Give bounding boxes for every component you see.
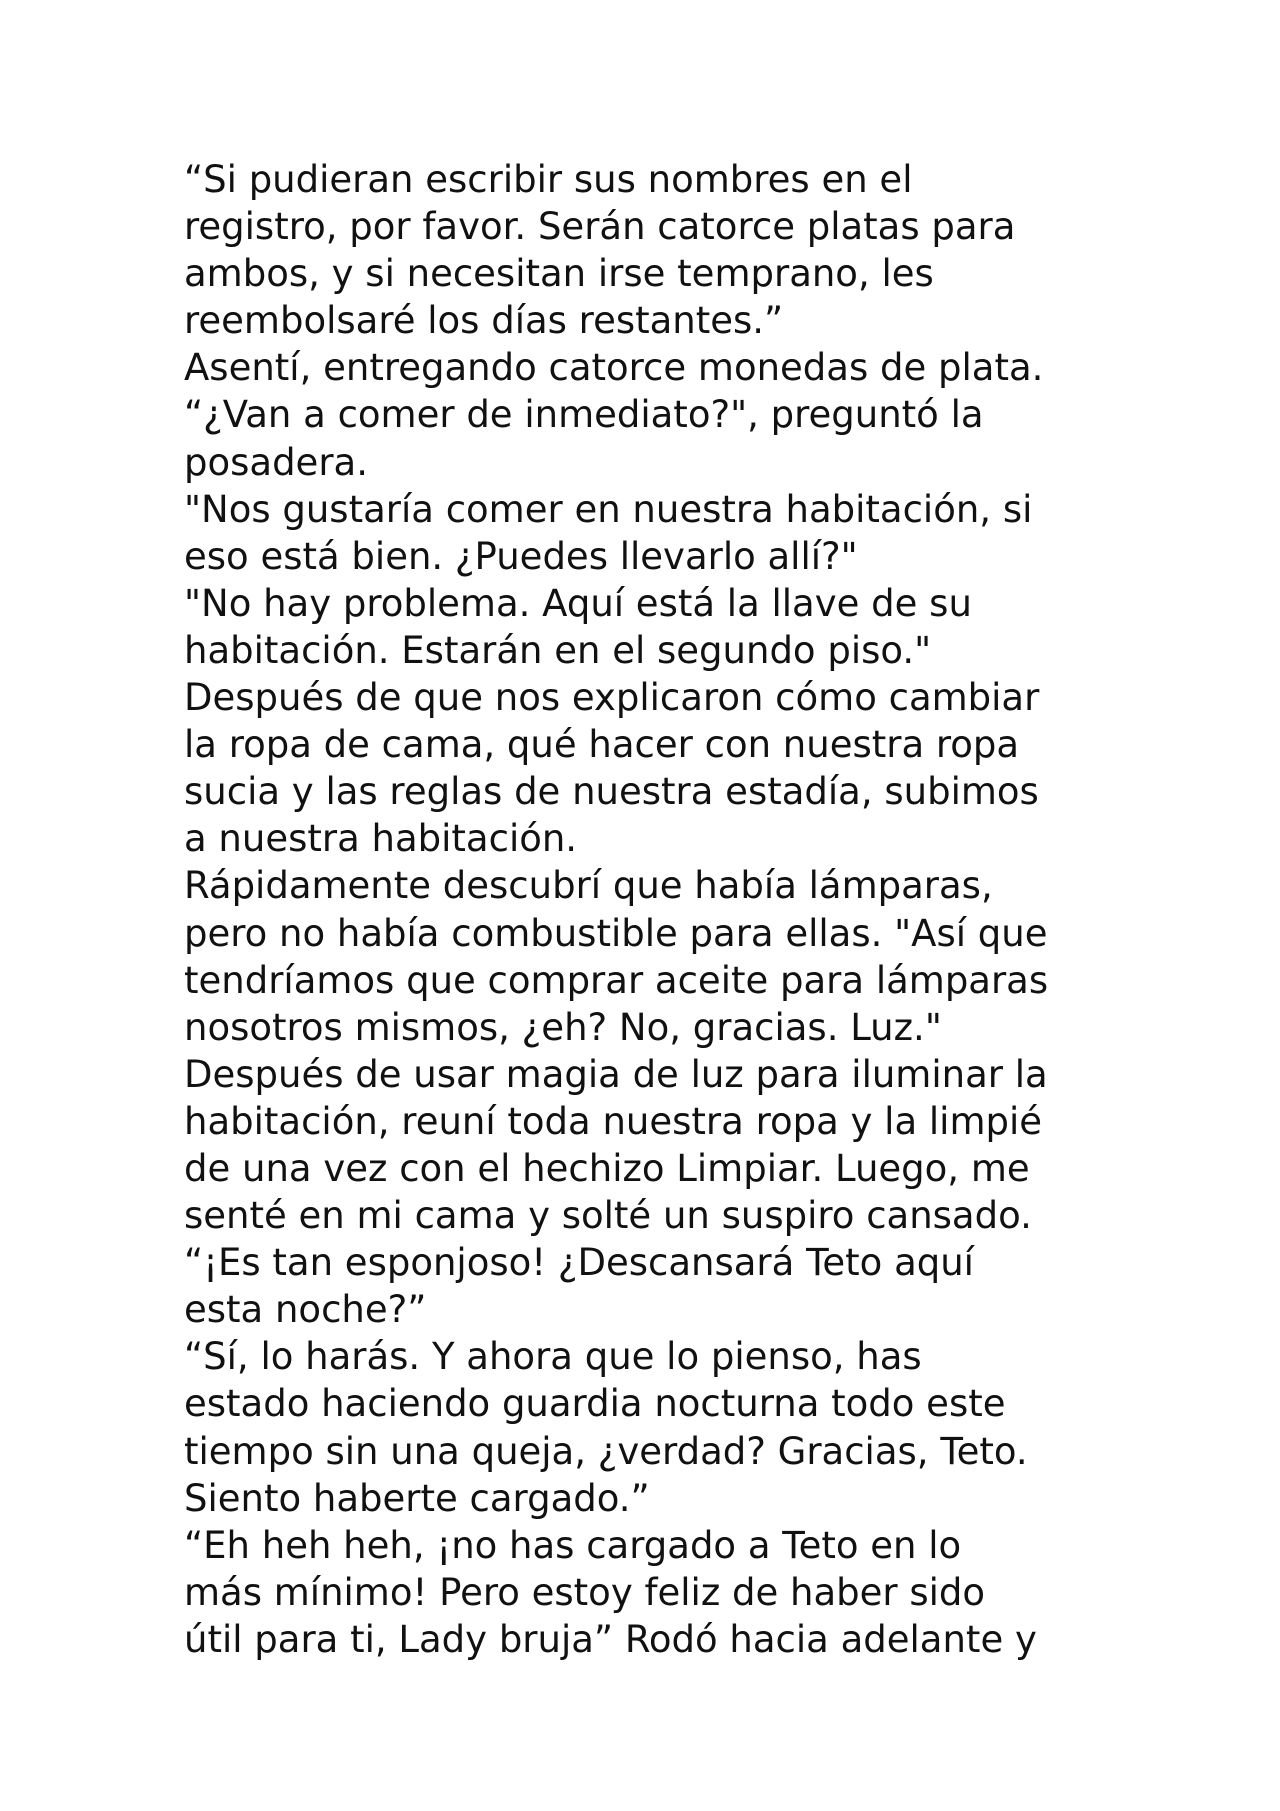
- text-line: eso está bien. ¿Puedes llevarlo allí?": [184, 534, 858, 578]
- text-line: esta noche?”: [184, 1288, 427, 1332]
- text-line: Después de usar magia de luz para iluminar la: [184, 1052, 1048, 1096]
- text-line: “Si pudieran escribir sus nombres en el: [184, 158, 913, 201]
- text-line: pero no había combustible para ellas. "Así que: [184, 911, 1048, 955]
- text-line: tiempo sin una queja, ¿verdad? Gracias, Teto.: [184, 1429, 1028, 1473]
- text-line: ambos, y si necesitan irse temprano, les: [184, 252, 934, 296]
- text-line: Rápidamente descubrí que había lámparas,: [184, 864, 993, 908]
- text-line: “Eh heh heh, ¡no has cargado a Teto en lo: [184, 1523, 962, 1567]
- text-line: “¿Van a comer de inmediato?", preguntó la: [184, 393, 984, 437]
- text-line: útil para ti, Lady bruja” Rodó hacia adelante y: [184, 1617, 1037, 1661]
- text-line: posadera.: [184, 440, 368, 484]
- text-line: Siento haberte cargado.”: [184, 1476, 650, 1520]
- text-line: Después de que nos explicaron cómo cambiar: [184, 676, 1040, 720]
- body-text: [184, 156, 1184, 1663]
- text-line: tendríamos que comprar aceite para lámparas: [184, 958, 1049, 1002]
- text-line: registro, por favor. Serán catorce platas para: [184, 205, 1016, 249]
- text-line: reembolsaré los días restantes.”: [184, 299, 784, 343]
- text-line: a nuestra habitación.: [184, 817, 578, 861]
- text-line: nosotros mismos, ¿eh? No, gracias. Luz.": [184, 1005, 942, 1049]
- text-line: estado haciendo guardia nocturna todo este: [184, 1382, 1006, 1426]
- text-line: habitación, reuní toda nuestra ropa y la limpié: [184, 1099, 1043, 1143]
- text-line: más mínimo! Pero estoy feliz de haber sido: [184, 1570, 986, 1614]
- text-line: senté en mi cama y solté un suspiro cansado.: [184, 1194, 1032, 1238]
- text-line: la ropa de cama, qué hacer con nuestra ropa: [184, 723, 1020, 767]
- text-line: "No hay problema. Aquí está la llave de su: [184, 581, 972, 625]
- text-line: Asentí, entregando catorce monedas de plata.: [184, 346, 1044, 390]
- text-line: habitación. Estarán en el segundo piso.": [184, 628, 932, 672]
- text-line: “Sí, lo harás. Y ahora que lo pienso, has: [184, 1335, 922, 1379]
- text-line: “¡Es tan esponjoso! ¿Descansará Teto aquí: [184, 1241, 974, 1285]
- text-line: sucia y las reglas de nuestra estadía, subimos: [184, 770, 1039, 814]
- text-line: de una vez con el hechizo Limpiar. Luego, me: [184, 1146, 1030, 1190]
- text-line: "Nos gustaría comer en nuestra habitación, si: [184, 487, 1033, 531]
